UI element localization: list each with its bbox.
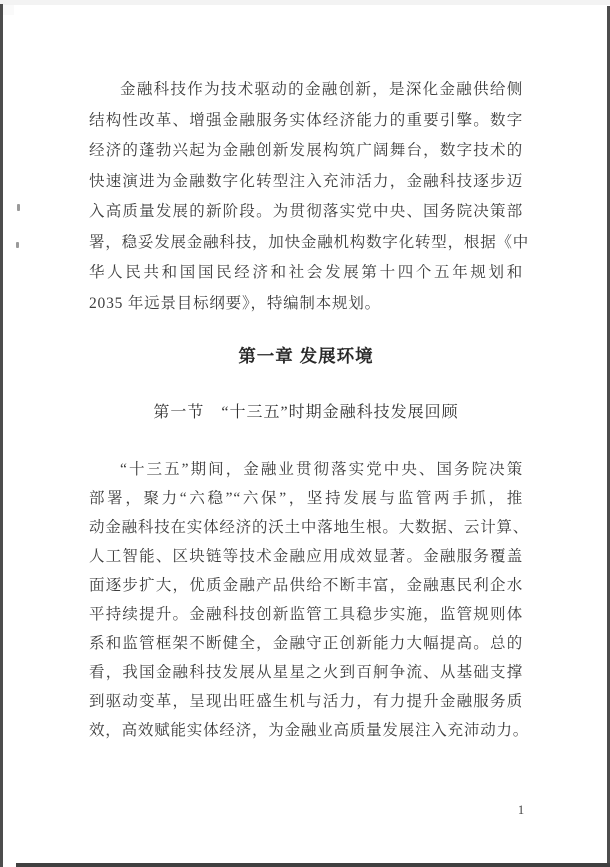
text-line: 面逐步扩大，优质金融产品供给不断丰富，金融惠民利企水 [89,577,523,594]
scan-edge-bottom [16,863,610,867]
text-line: 华人民共和国国民经济和社会发展第十四个五年规划和 [89,264,523,281]
text-line: 到驱动变革，呈现出旺盛生机与活力，有力提升金融服务质 [89,693,523,710]
text-line: 2035 年远景目标纲要》，特编制本规划。 [89,294,381,312]
text-line: 看，我国金融科技发展从星星之火到百舸争流、从基础支撑 [89,664,523,681]
scan-speck-icon [17,204,20,211]
text-line: 动金融科技在实体经济的沃土中落地生根。大数据、云计算、 [89,519,530,536]
chapter-heading: 第一章 发展环境 [238,346,374,366]
text-line: 入高质量发展的新阶段。为贯彻落实党中央、国务院决策部 [89,203,523,220]
text-line: 署，稳妥发展金融科技，加快金融机构数字化转型，根据《中 [89,233,530,251]
text-line: 系和监管框架不断健全，金融守正创新能力大幅提高。总的 [89,635,523,652]
text-line: 快速演进为金融数字化转型注入充沛活力，金融科技逐步迈 [89,172,523,190]
text-line: 经济的蓬勃兴起为金融创新发展构筑广阔舞台，数字技术的 [89,142,523,159]
page-number: 1 [517,803,525,817]
text-line: 金融科技作为技术驱动的金融创新，是深化金融供给侧 [120,81,523,98]
text-line: 平持续提升。金融科技创新监管工具稳步实施，监管规则体 [89,606,523,623]
text-line: “十三五”期间，金融业贯彻落实党中央、国务院决策 [120,461,523,478]
paragraph-intro [89,75,530,319]
text-line: 人工智能、区块链等技术金融应用成效显著。金融服务覆盖 [89,548,523,565]
page-content [89,75,530,745]
scan-corner-notch [3,5,14,15]
section-heading: 第一节 “十三五”时期金融科技发展回顾 [153,404,459,421]
scan-edge-left [0,4,3,867]
text-line: 效，高效赋能实体经济，为金融业高质量发展注入充沛动力。 [89,722,530,739]
text-line: 结构性改革、增强金融服务实体经济能力的重要引擎。数字 [89,111,523,129]
scan-edge-top [0,0,610,5]
scan-speck-icon [16,242,19,248]
text-line: 部署，聚力“六稳”“六保”，坚持发展与监管两手抓，推 [89,490,523,507]
paragraph-review [89,455,530,745]
